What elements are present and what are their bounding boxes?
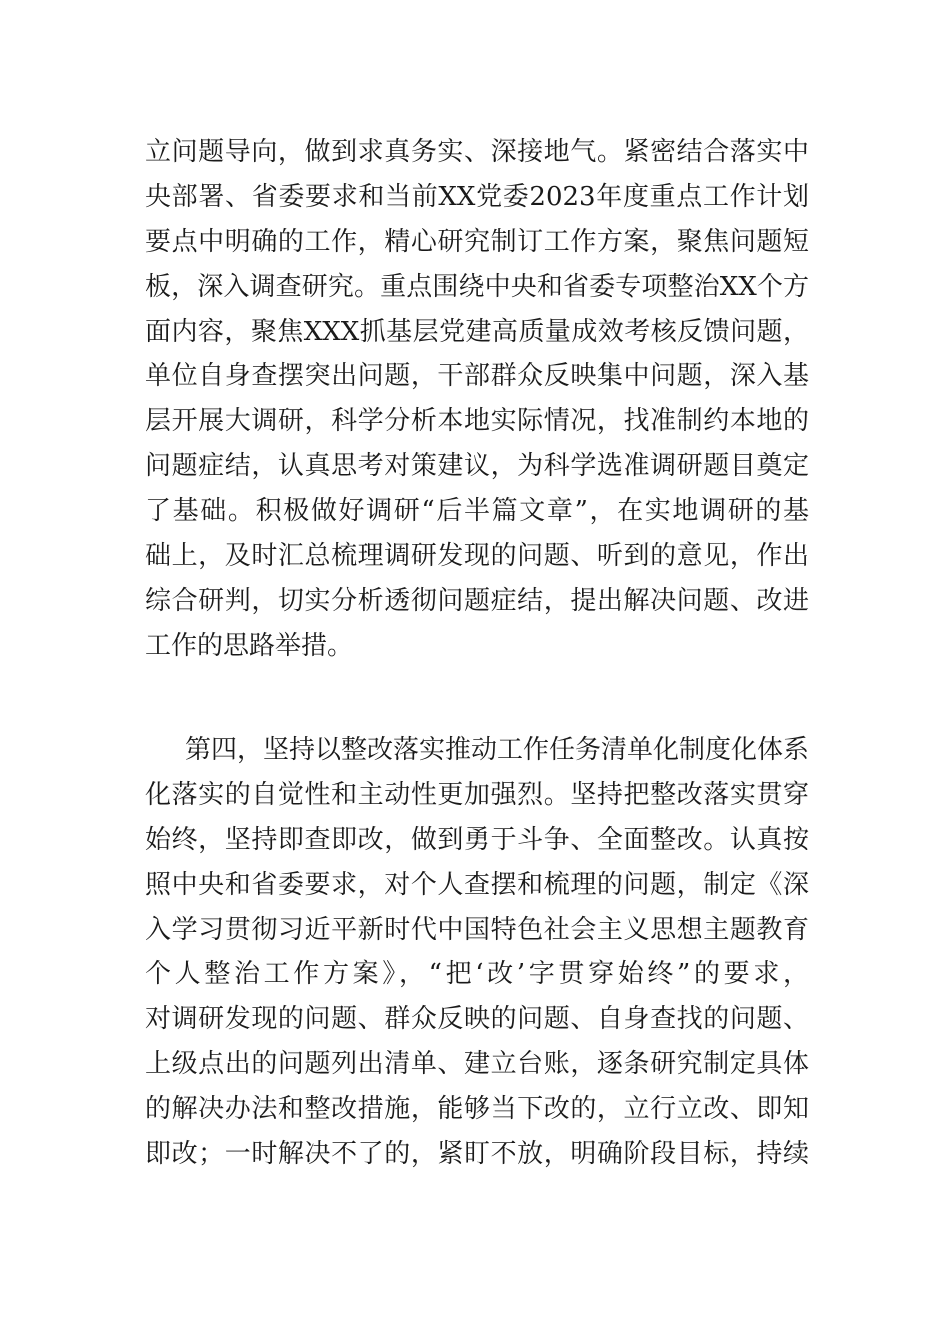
text-line: 央部署、省委要求和当前XX党委2023年度重点工作计划 xyxy=(145,181,809,212)
text-line: 了基础。积极做好调研“后半篇文章”，在实地调研的基 xyxy=(145,496,809,527)
text-line: 照中央和省委要求，对个人查摆和梳理的问题，制定《深 xyxy=(145,869,809,900)
text-line: 要点中明确的工作，精心研究制订工作方案，聚焦问题短 xyxy=(145,226,809,257)
paragraph-continuation xyxy=(145,130,809,669)
text-line: 板，深入调查研究。重点围绕中央和省委专项整治XX个方 xyxy=(145,271,809,302)
text-line: 始终，坚持即查即改，做到勇于斗争、全面整改。认真按 xyxy=(145,824,809,855)
text-line: 入学习贯彻习近平新时代中国特色社会主义思想主题教育 xyxy=(145,914,809,945)
text-line: 层开展大调研，科学分析本地实际情况，找准制约本地的 xyxy=(145,406,809,437)
text-line: 面内容，聚焦XXX抓基层党建高质量成效考核反馈问题， xyxy=(145,316,809,347)
paragraph-fourth xyxy=(145,728,809,1177)
text-line: 单位自身查摆突出问题，干部群众反映集中问题，深入基 xyxy=(145,361,809,392)
text-line: 个人整治工作方案》，“把‘改’字贯穿始终”的要求， xyxy=(145,959,809,990)
text-line: 工作的思路举措。 xyxy=(145,630,354,661)
text-line: 化落实的自觉性和主动性更加强烈。坚持把整改落实贯穿 xyxy=(145,779,809,810)
text-line: 的解决办法和整改措施，能够当下改的，立行立改、即知 xyxy=(145,1094,809,1125)
text-line: 第四，坚持以整改落实推动工作任务清单化制度化体系 xyxy=(185,735,810,765)
text-line: 问题症结，认真思考对策建议，为科学选准调研题目奠定 xyxy=(145,451,809,482)
text-line: 对调研发现的问题、群众反映的问题、自身查找的问题、 xyxy=(145,1004,809,1035)
text-line: 即改；一时解决不了的，紧盯不放，明确阶段目标，持续 xyxy=(145,1139,809,1170)
text-line: 立问题导向，做到求真务实、深接地气。紧密结合落实中 xyxy=(145,137,809,167)
text-line: 综合研判，切实分析透彻问题症结，提出解决问题、改进 xyxy=(145,585,809,616)
text-line: 础上，及时汇总梳理调研发现的问题、听到的意见，作出 xyxy=(145,541,809,572)
text-line: 上级点出的问题列出清单、建立台账，逐条研究制定具体 xyxy=(145,1049,809,1080)
